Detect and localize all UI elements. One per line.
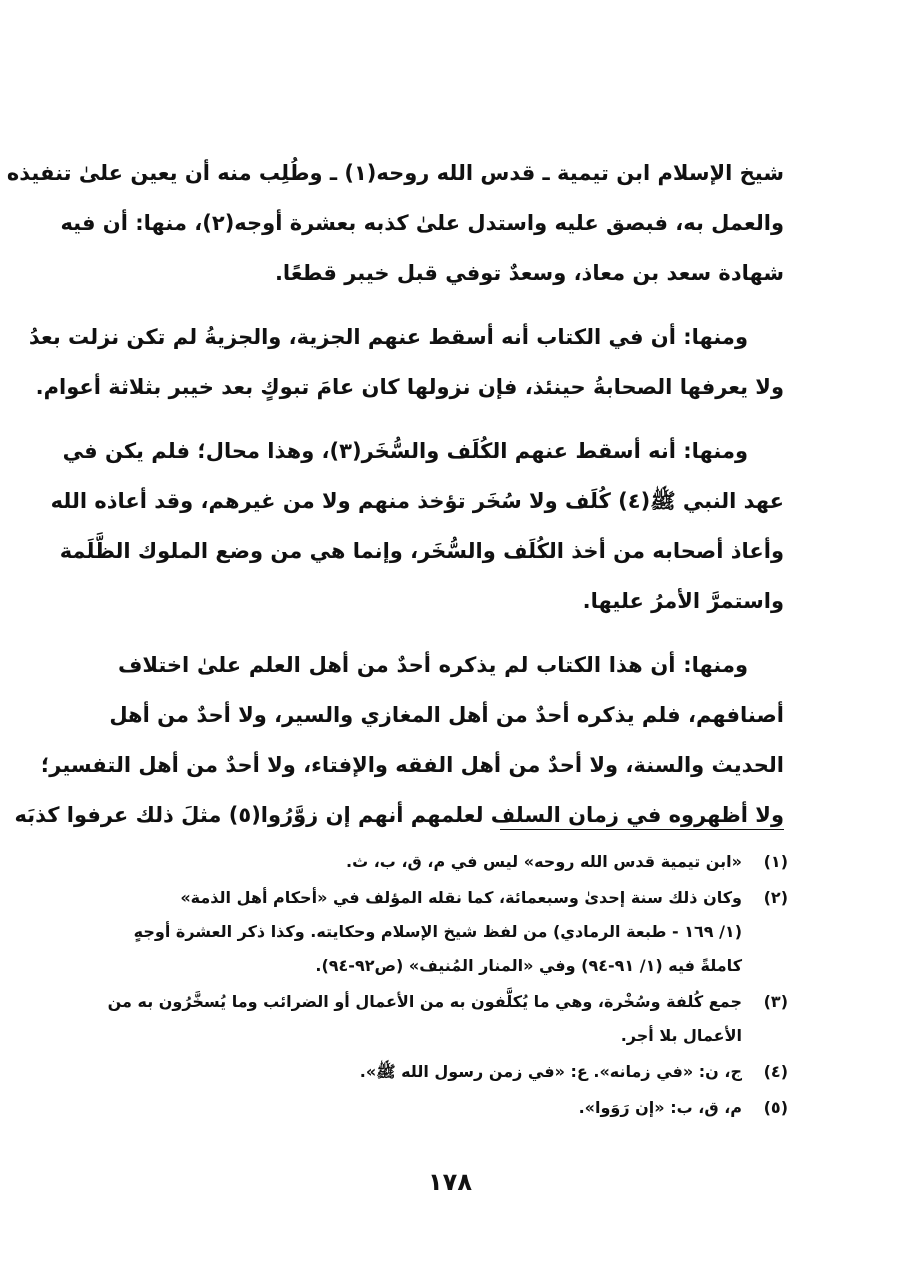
footnote-text (118, 1091, 742, 1125)
text-line: ولا يعرفها الصحابةُ حينئذ، فإن نزولها كان عامَ تبوكٍ بعد خيبر بثلاثة أعوام. (35, 375, 784, 399)
text-line: ومنها: أن هذا الكتاب لم يذكره أحدٌ من أهل العلم علىٰ اختلاف (118, 653, 748, 677)
text-line: والعمل به، فبصق عليه واستدل علىٰ كذبه بعشرة أوجه(٢)، منها: أن فيه (60, 211, 784, 235)
footnote-line: ج، ن: «في زمانه». ع: «في زمن رسول الله ﷺ». (359, 1062, 742, 1081)
footnote-3 (107, 985, 788, 1053)
paragraph-1 (6, 148, 784, 298)
footnote-line: وكان ذلك سنة إحدىٰ وسبعمائة، كما نقله المؤلف في «أحكام أهل الذمة» (180, 888, 742, 907)
footnote-text (108, 985, 742, 1053)
footnote-line: م، ق، ب: «إن رَوَوا». (578, 1098, 742, 1117)
text-line: الحديث والسنة، ولا أحدٌ من أهل الفقه والإفتاء، ولا أحدٌ من أهل التفسير؛ (40, 753, 784, 777)
page-number: ١٧٨ (428, 1168, 472, 1196)
text-line: وأعاذ أصحابه من أخذ الكُلَف والسُّخَر، وإنما هي من وضع الملوك الظَّلَمة (59, 539, 784, 563)
footnote-number: (١) (763, 852, 788, 871)
text-line: شهادة سعد بن معاذ، وسعدٌ توفي قبل خيبر قطعًا. (274, 261, 784, 285)
footnote-text (118, 845, 742, 879)
footnote-number: (٢) (763, 888, 788, 907)
text-line: عهد النبي ﷺ(٤) كُلَف ولا سُخَر تؤخذ منهم ولا من غيرهم، وقد أعاذه الله (50, 489, 784, 513)
text-line: ومنها: أنه أسقط عنهم الكُلَف والسُّخَر(٣)، وهذا محال؛ فلم يكن في (62, 439, 748, 463)
footnote-text (118, 881, 742, 983)
footnote-text (118, 1055, 742, 1089)
main-text (6, 148, 784, 854)
text-line: ومنها: أن في الكتاب أنه أسقط عنهم الجزية، والجزيةُ لم تكن نزلت بعدُ (28, 325, 748, 349)
footnote-divider (500, 829, 784, 830)
footnote-number: (٣) (763, 992, 788, 1011)
footnote-1 (118, 845, 788, 879)
footnote-number: (٤) (763, 1062, 788, 1081)
text-line: واستمرَّ الأمرُ عليها. (582, 589, 784, 613)
footnote-number: (٥) (763, 1098, 788, 1117)
footnote-line: الأعمال بلا أجر. (620, 1026, 742, 1045)
text-line: شيخ الإسلام ابن تيمية ـ قدس الله روحه(١) ـ وطُلِب منه أن يعين علىٰ تنفيذه (6, 161, 784, 185)
footnotes (107, 845, 788, 1127)
footnote-line: كاملةً فيه (١/ ٩١-٩٤) وفي «المنار المُنيف» (ص٩٢-٩٤). (315, 956, 742, 975)
text-line: ولا أظهروه في زمان السلف لعلمهم أنهم إن زوَّرُوا(٥) مثلَ ذلك عرفوا كذبَه (14, 803, 784, 827)
paragraph-3 (50, 426, 784, 626)
footnote-4 (118, 1055, 788, 1089)
paragraph-4 (14, 640, 784, 840)
footnote-line: «ابن تيمية قدس الله روحه» ليس في م، ق، ب، ث. (346, 852, 742, 871)
text-line: أصنافهم، فلم يذكره أحدٌ من أهل المغازي والسير، ولا أحدٌ من أهل (109, 703, 784, 727)
footnote-line: (١/ ١٦٩ - طبعة الرمادي) من لفظ شيخ الإسلام وحكايته. وكذا ذكر العشرة أوجهٍ (133, 922, 742, 941)
footnote-5 (118, 1091, 788, 1125)
footnote-line: جمع كُلفة وسُخْرة، وهي ما يُكلَّفون به من الأعمال أو الضرائب وما يُسخَّرُون به من (107, 992, 742, 1011)
paragraph-2 (28, 312, 784, 412)
footnote-2 (118, 881, 788, 983)
